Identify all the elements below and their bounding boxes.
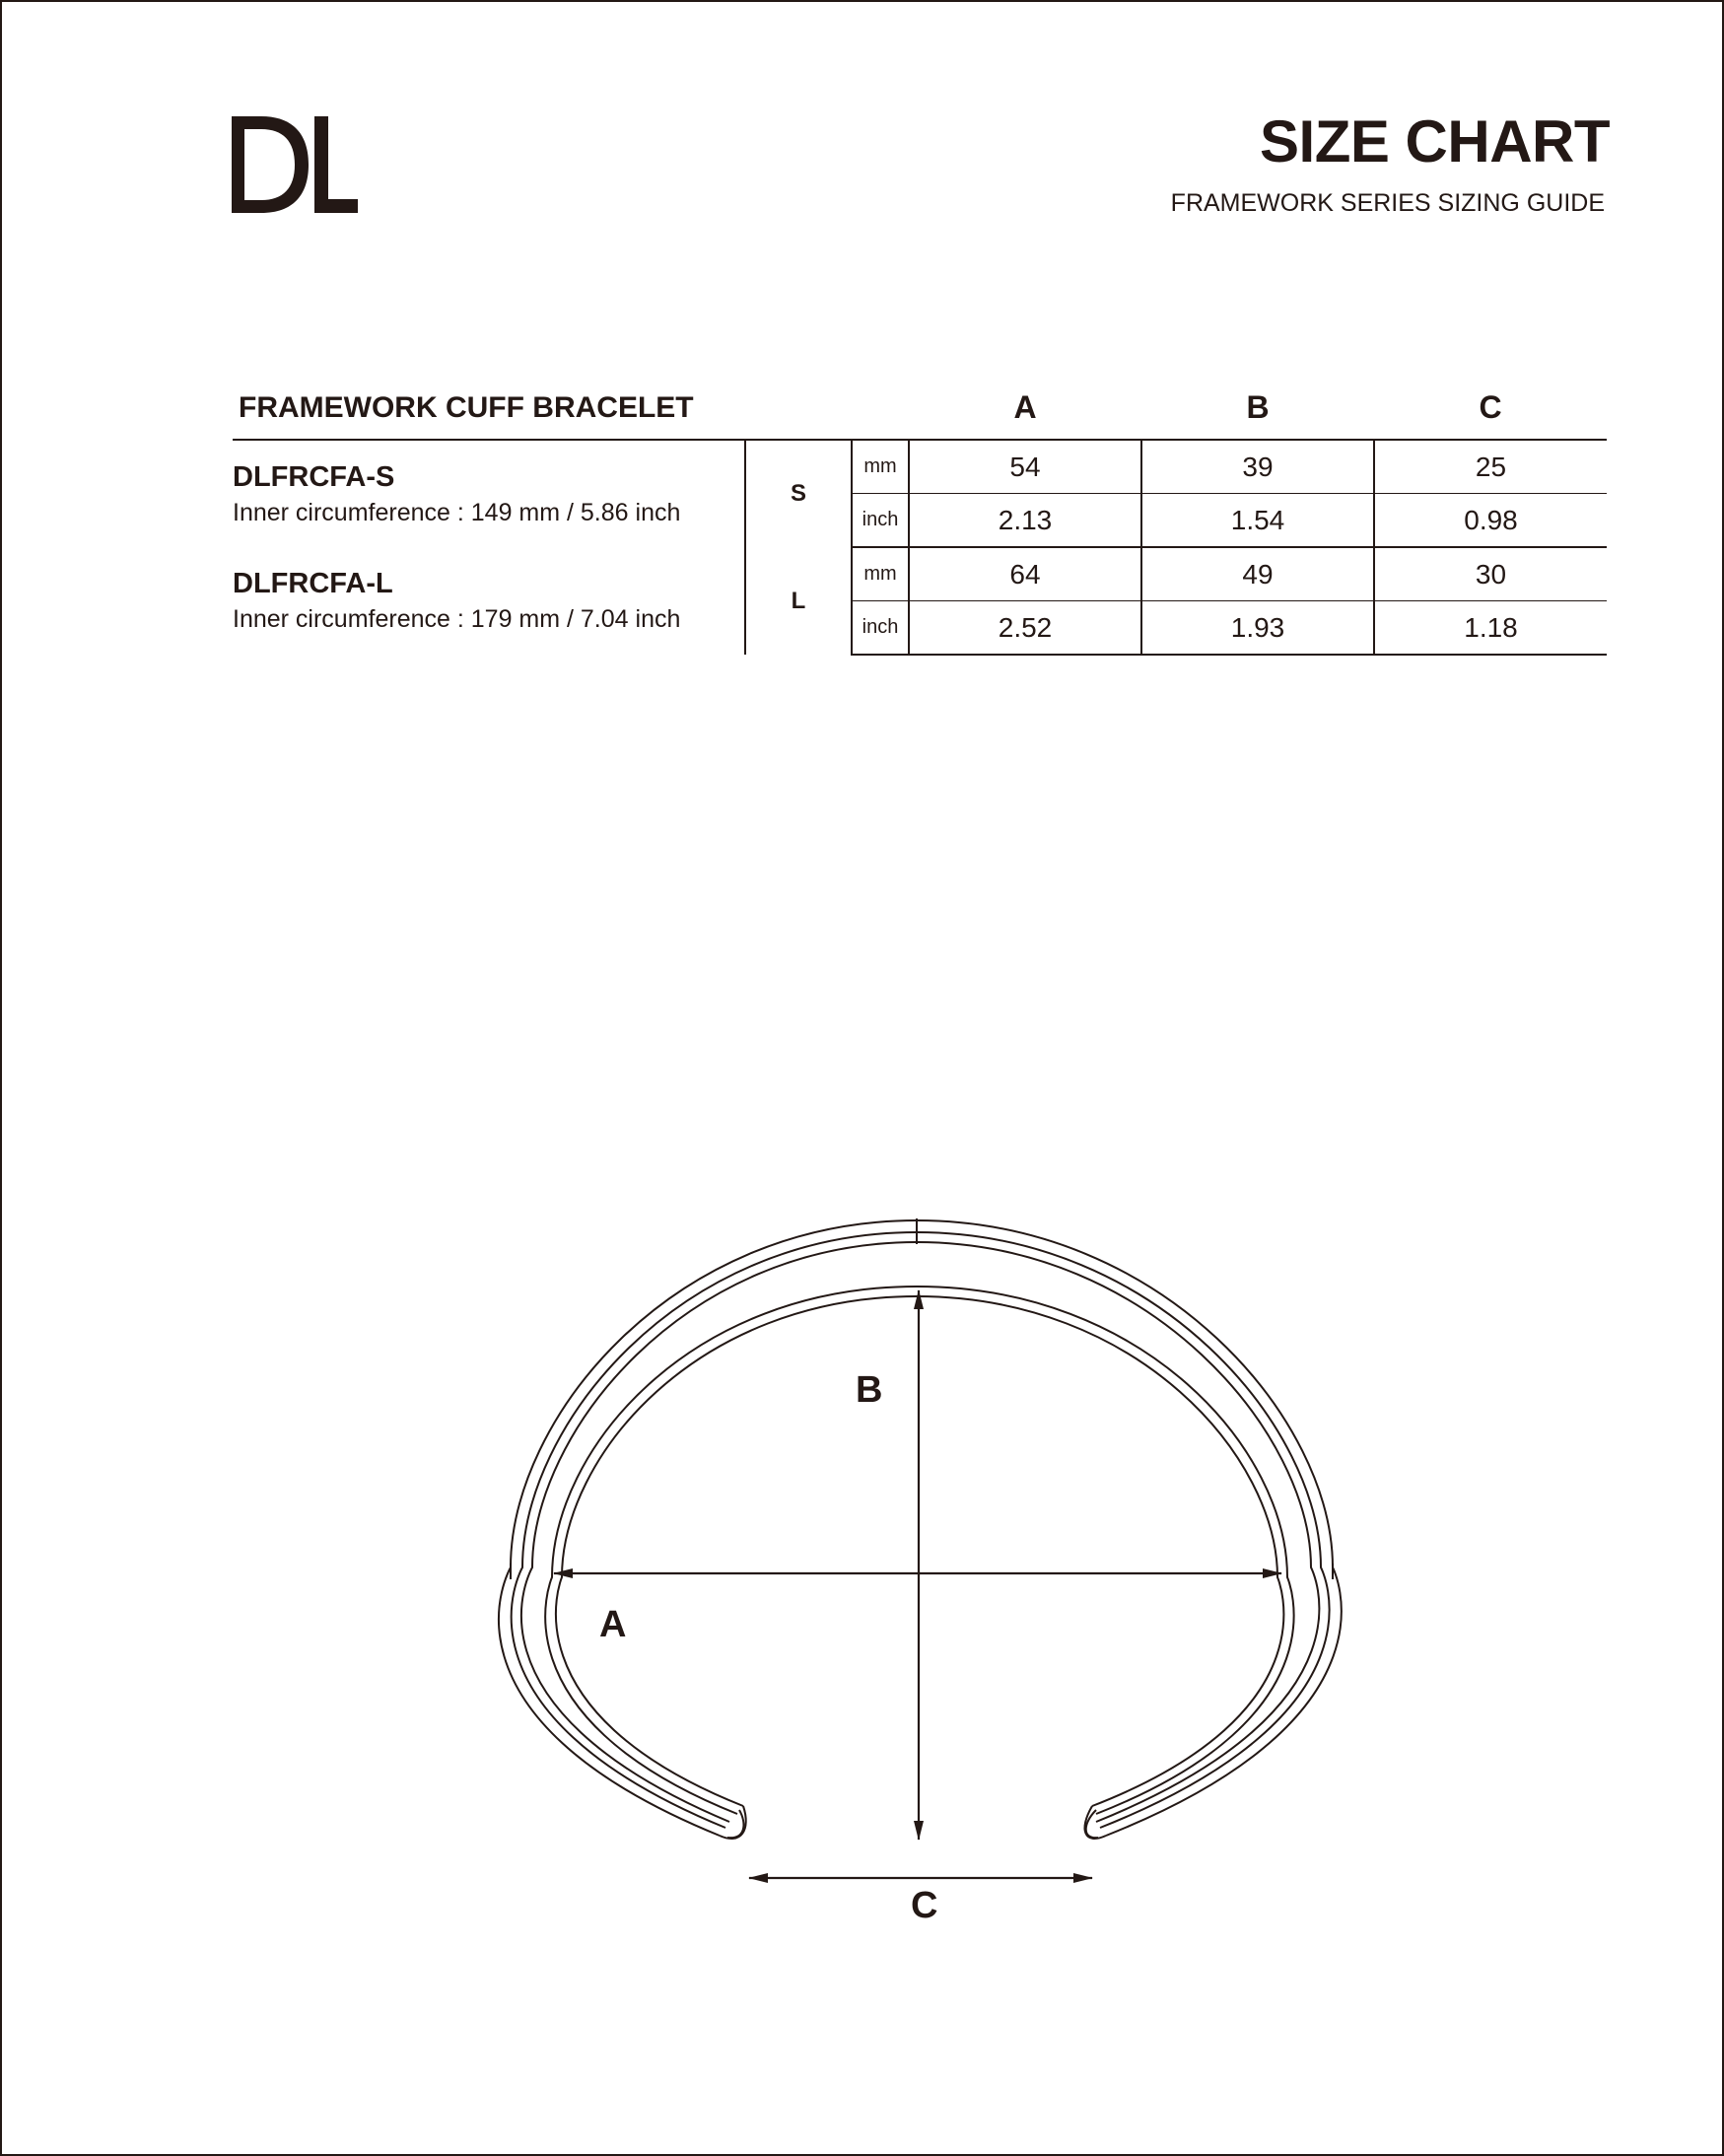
unit-label: mm	[852, 440, 909, 494]
table-row	[233, 547, 1607, 601]
value-c: 30	[1374, 547, 1607, 601]
cuff-outline	[499, 1218, 1342, 1839]
model-cell	[233, 440, 745, 547]
model-cell	[233, 547, 745, 655]
size-label: L	[745, 547, 852, 655]
value-a: 2.52	[909, 601, 1141, 656]
value-a: 64	[909, 547, 1141, 601]
value-a: 54	[909, 440, 1141, 494]
model-code: DLFRCFA-S	[233, 460, 395, 493]
table-header-row	[233, 377, 1607, 440]
unit-label: mm	[852, 547, 909, 601]
inner-circumference: Inner circumference : 179 mm / 7.04 inch	[233, 605, 681, 634]
value-b: 1.54	[1141, 494, 1374, 548]
inner-circumference: Inner circumference : 149 mm / 5.86 inch	[233, 498, 681, 526]
bracelet-diagram	[493, 1203, 1380, 1952]
value-b: 49	[1141, 547, 1374, 601]
value-c: 25	[1374, 440, 1607, 494]
size-label: S	[745, 440, 852, 547]
value-b: 39	[1141, 440, 1374, 494]
unit-label: inch	[852, 494, 909, 548]
page-subtitle: FRAMEWORK SERIES SIZING GUIDE	[1170, 189, 1605, 217]
value-c: 0.98	[1374, 494, 1607, 548]
page-title: SIZE CHART	[1260, 108, 1610, 174]
dimension-label-b: B	[856, 1369, 883, 1411]
model-code: DLFRCFA-L	[233, 568, 393, 600]
value-c: 1.18	[1374, 601, 1607, 656]
unit-label: inch	[852, 601, 909, 656]
column-header-a: A	[909, 377, 1141, 440]
dimension-label-c: C	[911, 1885, 938, 1926]
dl-logo	[232, 116, 358, 213]
size-table	[233, 377, 1607, 656]
column-header-b: B	[1141, 377, 1374, 440]
dimension-label-a: A	[599, 1604, 627, 1645]
product-name: FRAMEWORK CUFF BRACELET	[233, 377, 909, 440]
value-a: 2.13	[909, 494, 1141, 548]
column-header-c: C	[1374, 377, 1607, 440]
table-row	[233, 440, 1607, 494]
value-b: 1.93	[1141, 601, 1374, 656]
